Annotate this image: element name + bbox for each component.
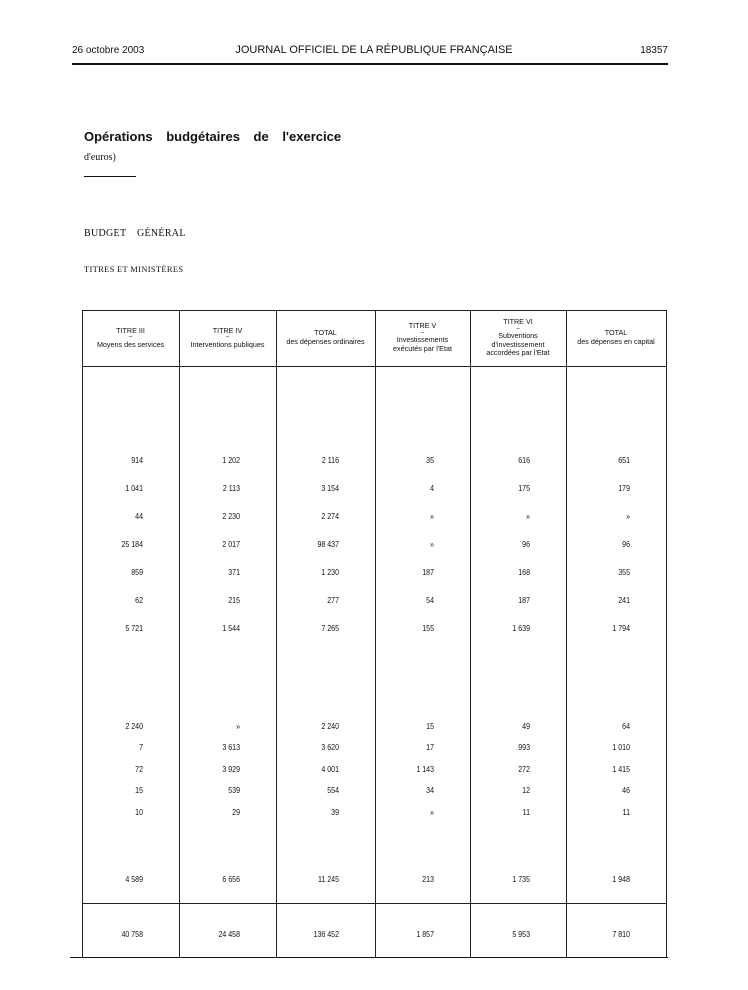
column-header-line: des dépenses ordinaires <box>286 337 365 346</box>
table-cell: 34 <box>426 786 434 795</box>
table-cell: 35 <box>426 456 434 465</box>
table-cell: » <box>236 722 240 731</box>
table-cell: 1 735 <box>512 875 530 884</box>
table-cell: 277 <box>327 596 339 605</box>
table-cell: 168 <box>518 568 530 577</box>
column-header <box>179 310 276 366</box>
table-cell: » <box>430 808 434 817</box>
table-cell: 96 <box>522 540 530 549</box>
table-cell: 17 <box>426 743 434 752</box>
header-rule <box>72 63 668 65</box>
column-header <box>566 310 666 366</box>
table-cell: 39 <box>331 808 339 817</box>
col-divider <box>470 310 471 957</box>
column-header <box>276 310 375 366</box>
column-header-line: TOTAL <box>314 328 337 338</box>
journal-title: JOURNAL OFFICIEL DE LA RÉPUBLIQUE FRANÇAISE <box>235 44 513 56</box>
column-header-line: d'investissement <box>491 339 545 349</box>
table-cell: 554 <box>327 786 339 795</box>
table-cell: 213 <box>422 875 434 884</box>
table-cell: 15 <box>135 786 143 795</box>
table-cell: 3 929 <box>222 765 240 774</box>
table-cell: 62 <box>135 596 143 605</box>
column-header-line: Subventions <box>498 331 538 341</box>
table-cell: 29 <box>232 808 240 817</box>
table-cell: 44 <box>135 512 143 521</box>
table-cell: 12 <box>522 786 530 795</box>
table-cell: 215 <box>228 596 240 605</box>
table-cell: 10 <box>135 808 143 817</box>
column-header-line: exécutés par l'Etat <box>393 344 452 354</box>
column-header-line: Moyens des services <box>96 339 165 349</box>
table-cell: 1 010 <box>612 743 630 752</box>
table-cell: 371 <box>228 568 240 577</box>
table-cell: 3 154 <box>321 484 339 493</box>
table-cell: 241 <box>618 596 630 605</box>
column-header-line: TITRE III <box>116 325 145 335</box>
header-date: 26 octobre 2003 <box>72 45 145 56</box>
table-cell: 1 041 <box>125 484 143 493</box>
table-cell: 54 <box>426 596 434 605</box>
column-header-line: – <box>225 334 230 341</box>
column-header-line: – <box>128 334 133 341</box>
table-cell: 5 721 <box>125 624 143 633</box>
column-header-line: TITRE IV <box>212 325 243 335</box>
table-cell: 3 620 <box>321 743 339 752</box>
table-cell: 1 143 <box>416 765 434 774</box>
table-cell: 2 230 <box>222 512 240 521</box>
table-cell: 616 <box>518 456 530 465</box>
bottom-rule <box>70 957 668 958</box>
column-header-line: des dépenses en capital <box>577 337 655 346</box>
table-cell: 2 274 <box>321 512 339 521</box>
col-divider <box>276 310 277 957</box>
table-cell: 3 613 <box>222 743 240 752</box>
table-cell: 272 <box>518 765 530 774</box>
table-cell: 4 001 <box>321 765 339 774</box>
col-divider <box>566 310 567 957</box>
table-cell: 96 <box>622 540 630 549</box>
table-cell: 187 <box>518 596 530 605</box>
total-cell: 7 810 <box>612 930 630 939</box>
total-cell: 136 452 <box>313 930 339 939</box>
table-cell: 914 <box>131 456 143 465</box>
table-cell: 6 656 <box>222 875 240 884</box>
table-cell: 11 245 <box>317 875 339 884</box>
total-cell: 1 857 <box>416 930 434 939</box>
table-cell: 4 589 <box>125 875 143 884</box>
column-header-line: TOTAL <box>604 328 628 338</box>
page-number: 18357 <box>640 45 668 56</box>
table-cell: 64 <box>622 722 630 731</box>
table-cell: 11 <box>522 808 530 817</box>
column-header-line: accordées par l'Etat <box>486 348 550 358</box>
table-cell: 2 240 <box>321 722 339 731</box>
table-cell: 539 <box>228 786 240 795</box>
table-cell: 993 <box>518 743 530 752</box>
budget-table <box>82 310 667 957</box>
total-cell: 24 458 <box>218 930 240 939</box>
total-cell: 5 953 <box>512 930 530 939</box>
table-cell: 1 230 <box>321 568 339 577</box>
page-title: Opérations budgétaires de l'exercice <box>84 129 342 144</box>
column-header <box>470 310 566 366</box>
table-cell: 11 <box>622 808 630 817</box>
column-header <box>375 310 470 366</box>
table-cell: » <box>626 512 630 521</box>
col-divider <box>666 310 667 957</box>
table-cell: 25 184 <box>121 540 143 549</box>
table-cell: 15 <box>426 722 434 731</box>
table-cell: 155 <box>422 624 434 633</box>
table-cell: » <box>430 540 434 549</box>
table-cell: 4 <box>430 484 434 493</box>
title-underline <box>84 176 136 177</box>
table-cell: 1 639 <box>512 624 530 633</box>
column-header-line: Interventions publiques <box>190 339 265 349</box>
column-header <box>82 310 179 366</box>
section-heading: BUDGET GÉNÉRAL <box>84 228 186 239</box>
table-cell: 2 116 <box>321 456 339 465</box>
table-cell: 1 415 <box>612 765 630 774</box>
table-cell: 187 <box>422 568 434 577</box>
table-cell: 49 <box>522 722 530 731</box>
table-cell: 98 437 <box>317 540 339 549</box>
table-cell: » <box>430 512 434 521</box>
column-header-line: TITRE VI <box>503 317 533 327</box>
column-header-line: – <box>420 329 425 336</box>
table-cell: 355 <box>618 568 630 577</box>
table-cell: 179 <box>618 484 630 493</box>
page-subtitle: d'euros) <box>84 152 116 163</box>
table-cell: 859 <box>131 568 143 577</box>
table-cell: 7 <box>139 743 143 752</box>
table-cell: 1 544 <box>222 624 240 633</box>
table-cell: 1 948 <box>612 875 630 884</box>
col-divider <box>179 310 180 957</box>
table-cell: 2 240 <box>125 722 143 731</box>
table-cell: 7 265 <box>321 624 339 633</box>
subsection-heading: TITRES ET MINISTÈRES <box>84 264 184 274</box>
table-cell: 1 794 <box>612 624 630 633</box>
table-cell: 46 <box>622 786 630 795</box>
column-header-line: Investissements <box>396 335 449 345</box>
table-cell: 2 017 <box>222 540 240 549</box>
col-divider <box>82 310 83 957</box>
table-cell: 1 202 <box>222 456 240 465</box>
col-divider <box>375 310 376 957</box>
table-cell: 175 <box>518 484 530 493</box>
table-cell: 2 113 <box>222 484 240 493</box>
table-cell: 72 <box>135 765 143 774</box>
total-cell: 40 758 <box>121 930 143 939</box>
table-cell: 651 <box>618 456 630 465</box>
table-cell: » <box>526 512 530 521</box>
column-header-line: – <box>516 325 520 332</box>
column-header-line: TITRE V <box>408 321 437 331</box>
